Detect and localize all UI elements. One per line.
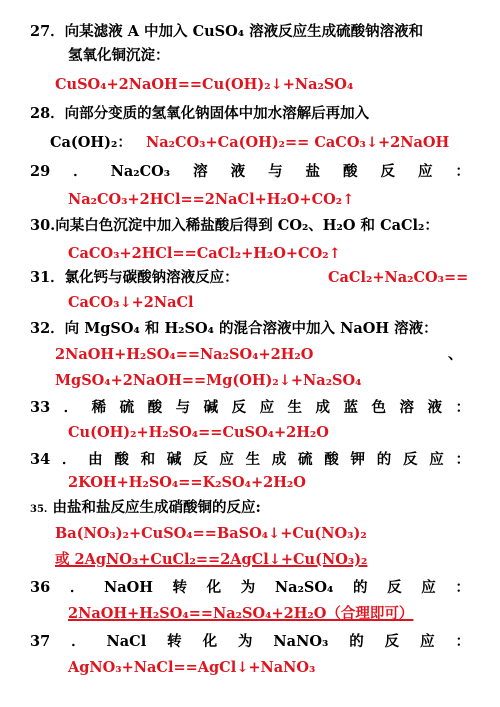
question-37-part: 为 [238, 633, 253, 650]
question-34-part: 反 [402, 451, 418, 468]
question-36-part: ． [69, 579, 85, 596]
question-27-cont: 氢氧化铜沉淀： [68, 47, 170, 64]
question-34-part: ： [455, 451, 470, 468]
question-29-part: 应 [417, 163, 433, 180]
question-33-part: 色 [371, 399, 386, 416]
question-29-part: 酸 [343, 163, 358, 180]
question-34-part: 酸 [324, 451, 339, 468]
question-34-part: 反 [193, 451, 208, 468]
question-29-part: ： [455, 163, 470, 180]
question-34-part: 酸 [114, 451, 129, 468]
question-37-part: 应 [420, 633, 435, 650]
question-33-part: 蓝 [343, 399, 359, 416]
answer-30: CaCO₃+2HCl==CaCl₂+H₂O+CO₂↑ [68, 245, 341, 262]
question-33-part: 稀 [91, 399, 107, 416]
answer-31-inline: CaCl₂+Na₂CO₃== [328, 269, 469, 286]
answer-37: AgNO₃+NaCl==AgCl↓+NaNO₃ [68, 659, 316, 676]
question-37-part: 化 [202, 633, 218, 650]
question-36-part: 化 [206, 579, 222, 596]
question-33-part: 酸 [147, 399, 163, 416]
question-29-part: ． [73, 163, 88, 180]
question-37-part: NaCl [106, 633, 147, 650]
question-36-part: 应 [421, 579, 436, 596]
question-34-part: 钾 [350, 451, 365, 468]
question-33-part: 生 [287, 399, 303, 416]
question-34-part: 的 [376, 451, 392, 468]
answer-35a: Ba(NO₃)₂+CuSO₄==BaSO₄↓+Cu(NO₃)₂ [55, 525, 367, 542]
question-37-part: ： [455, 633, 470, 650]
question-30: 30.向某白色沉淀中加入稀盐酸后得到 CO₂、H₂O 和 CaCl₂： [30, 217, 439, 234]
answer-33: Cu(OH)₂+H₂SO₄==CuSO₄+2H₂O [68, 424, 329, 441]
question-33-part: 溶 [399, 399, 414, 416]
question-36-part: 为 [240, 579, 256, 596]
question-34-part: 硫 [298, 451, 313, 468]
question-36-part: ： [455, 579, 470, 596]
answer-31: CaCO₃↓+2NaCl [68, 294, 194, 311]
question-33-part: 液 [427, 399, 442, 416]
question-37-part: 的 [349, 633, 364, 650]
answer-28: Na₂CO₃+Ca(OH)₂== CaCO₃↓+2NaOH [146, 134, 450, 151]
question-37-part: 转 [167, 633, 182, 650]
question-34-part: 碱 [166, 451, 182, 468]
question-35 [30, 497, 261, 521]
question-33-part: 硫 [119, 399, 135, 416]
question-33-part: ． [63, 399, 79, 416]
question-28-cont: Ca(OH)₂： [50, 134, 132, 151]
question-33-part: 碱 [203, 399, 219, 416]
question-36-part: 反 [387, 579, 402, 596]
answer-27: CuSO₄+2NaOH==Cu(OH)₂↓+Na₂SO₄ [55, 76, 354, 93]
question-31: 31．氯化钙与碳酸钠溶液反应： [30, 269, 239, 286]
question-37 [30, 631, 470, 653]
answer-35b: 或 2AgNO₃+CuCl₂==2AgCl↓+Cu(NO₃)₂ [55, 551, 368, 568]
question-35-number: 35. [30, 504, 48, 515]
answer-34: 2KOH+H₂SO₄==K₂SO₄+2H₂O [68, 474, 306, 491]
question-36-part: 36 [30, 579, 51, 596]
question-32: 32．向 MgSO₄ 和 H₂SO₄ 的混合溶液中加入 NaOH 溶液： [30, 320, 438, 337]
question-29-part: 液 [230, 163, 246, 180]
question-37-part: 37 [30, 633, 51, 650]
question-34-part: 应 [219, 451, 234, 468]
question-29-part: 29 [30, 163, 51, 180]
answer-32a: 2NaOH+H₂SO₄==Na₂SO₄+2H₂O [55, 346, 314, 363]
question-36-part: Na₂SO₄ [274, 579, 334, 596]
question-37-part: 反 [384, 633, 400, 650]
question-33-part: 与 [175, 399, 191, 416]
answer-32b: MgSO₄+2NaOH==Mg(OH)₂↓+Na₂SO₄ [55, 372, 362, 389]
question-36-part: 转 [172, 579, 188, 596]
question-35-text: 由盐和盐反应生成硝酸铜的反应: [52, 499, 261, 516]
question-34 [30, 449, 470, 471]
question-33-part: ： [455, 399, 470, 416]
question-34-part: 34 [30, 451, 51, 468]
question-33-part: 反 [231, 399, 247, 416]
question-37-part: ． [71, 633, 86, 650]
question-37-part: NaNO₃ [273, 633, 329, 650]
question-29-part: 溶 [193, 163, 208, 180]
question-34-part: 和 [140, 451, 156, 468]
question-34-part: 由 [88, 451, 103, 468]
question-34-part: 生 [245, 451, 261, 468]
answer-29: Na₂CO₃+2HCl==2NaCl+H₂O+CO₂↑ [68, 191, 355, 208]
question-36 [30, 577, 470, 599]
question-33-part: 33 [30, 399, 51, 416]
question-29-part: 反 [380, 163, 395, 180]
answer-36: 2NaOH+H₂SO₄==Na₂SO₄+2H₂O（合理即可） [68, 605, 414, 622]
question-33 [30, 397, 470, 419]
question-36-part: NaOH [103, 579, 153, 596]
question-34-part: ． [61, 451, 77, 468]
question-34-part: 成 [271, 451, 287, 468]
question-34-part: 应 [429, 451, 444, 468]
question-29 [30, 161, 470, 183]
question-33-part: 成 [315, 399, 331, 416]
question-27: 27．向某滤液 A 中加入 CuSO₄ 溶液反应生成硫酸钠溶液和 [30, 23, 424, 40]
question-29-part: 与 [268, 163, 283, 180]
question-29-part: 盐 [305, 163, 321, 180]
question-33-part: 应 [259, 399, 275, 416]
question-28: 28．向部分变质的氢氧化钠固体中加水溶解后再加入 [30, 105, 370, 122]
separator-32: 、 [448, 346, 463, 363]
question-29-part: Na₂CO₃ [110, 163, 171, 180]
question-36-part: 的 [353, 579, 368, 596]
